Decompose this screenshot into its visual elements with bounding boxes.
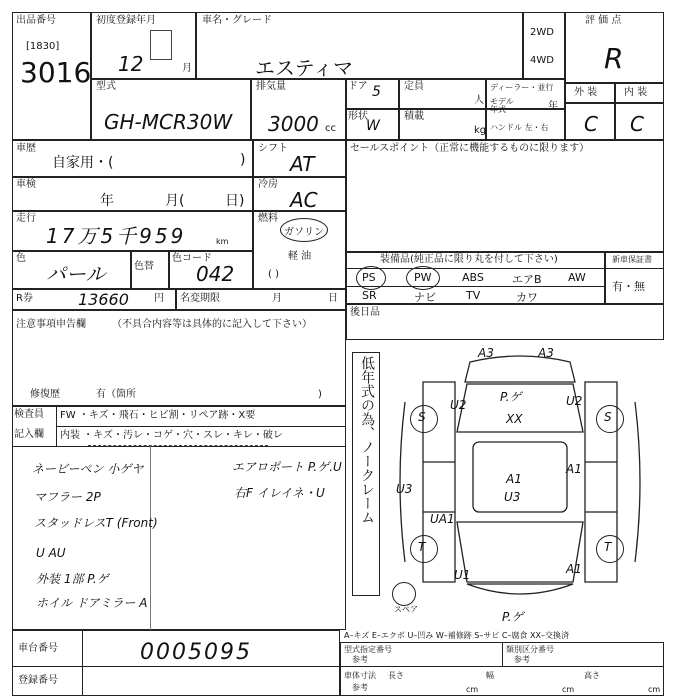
name-change-label: 名変期限 xyxy=(180,293,220,304)
cap-unit: 人 xyxy=(474,95,484,106)
mileage-unit: km xyxy=(216,237,229,246)
history-close: ) xyxy=(240,152,246,168)
color-change-label: 色替 xyxy=(134,261,154,272)
no-claim-text: 低年式の為、ノークレーム xyxy=(359,356,375,524)
note-5: 外装 1部 P.ゲ xyxy=(36,572,109,586)
name-label: 車名・グレード xyxy=(202,15,272,26)
mark-pg-bottom: P.ゲ xyxy=(502,610,524,624)
door-value: 5 xyxy=(372,84,381,100)
drive-2wd: 2WD xyxy=(530,27,554,38)
mark-t-left: T xyxy=(418,540,426,554)
name-change-month: 月 xyxy=(272,293,282,304)
ac-label: 冷房 xyxy=(258,179,278,190)
equip-abs: ABS xyxy=(462,271,484,284)
class-ref: 参考 xyxy=(514,655,530,664)
inspector-label-2: 記入欄 xyxy=(14,429,44,440)
sales-point-box xyxy=(346,140,664,252)
equip-leather: カワ xyxy=(516,291,538,304)
note-2: マフラー 2P xyxy=(34,490,101,504)
score-label: 評 価 点 xyxy=(585,15,622,26)
int-grade: C xyxy=(630,112,644,136)
fuel-paren: ( ) xyxy=(268,269,279,280)
equip-sr: SR xyxy=(362,289,377,302)
ps-circle xyxy=(356,266,386,290)
car-name: エスティマ xyxy=(255,56,353,80)
caution-note: （不具合内容等は具体的に記入して下さい） xyxy=(112,319,312,330)
year-unit: 年 xyxy=(548,101,558,112)
mark-a1-right: A1 xyxy=(566,462,582,476)
disp-value: 3000 xyxy=(268,112,319,136)
chassis-label: 車台番号 xyxy=(18,643,58,654)
color-code-label: 色コード xyxy=(172,253,212,264)
recycle-label: R券 xyxy=(16,293,33,304)
mark-a3-right: A3 xyxy=(538,346,554,360)
damage-legend: A–キズ E–エクボ U–凹み W–補修跡 S–サビ C–腐食 XX–交換済 xyxy=(344,631,570,640)
int-label: 内 装 xyxy=(624,87,648,98)
pw-circle xyxy=(406,266,440,290)
repair-close: ) xyxy=(318,389,322,400)
inspector-int-line: 内装 ・キズ・汚レ・コゲ・穴・スレ・キレ・破レ xyxy=(60,430,283,441)
spare-label: スペア xyxy=(394,605,418,614)
shift-label: シフト xyxy=(258,143,288,154)
new-warranty-label: 新車保証書 xyxy=(612,255,652,264)
ext-grade: C xyxy=(584,112,598,136)
color-code: 042 xyxy=(196,262,235,286)
mark-u2-left: U2 xyxy=(450,398,467,412)
mark-s-right: S xyxy=(604,410,612,424)
note-4: U AU xyxy=(36,546,66,560)
note-right-1: エアロポート P.ゲ.U xyxy=(232,460,342,474)
mark-u3-center: U3 xyxy=(504,490,521,504)
int-circles xyxy=(88,427,268,446)
equipment-label: 装備品(純正品に限り丸を付して下さい) xyxy=(380,254,558,265)
recycle-unit: 円 xyxy=(154,293,164,304)
mileage-value: 17万5千959 xyxy=(46,224,187,248)
mark-t-right: T xyxy=(604,540,612,554)
plate-label: 登録番号 xyxy=(18,675,58,686)
handle-label: ハンドル 左・右 xyxy=(490,123,549,132)
width-unit: cm xyxy=(562,685,575,694)
width-label: 幅 xyxy=(486,671,494,680)
reg-year: 12 xyxy=(118,52,144,76)
repair-value: 有（箇所 xyxy=(96,389,136,400)
length-label: 長さ xyxy=(388,671,404,680)
equip-tv: TV xyxy=(466,289,481,302)
history-value: 自家用・( xyxy=(52,155,114,171)
equip-pw: PW xyxy=(414,271,432,284)
month-unit: 月 xyxy=(182,63,192,74)
mark-u3-left: U3 xyxy=(396,482,413,496)
equip-airbag: エアB xyxy=(512,273,542,286)
note-6: ホイル ドアミラー A xyxy=(36,596,148,610)
inspector-label-1: 検査員 xyxy=(14,409,44,420)
model-year-label: モデル 年式 xyxy=(490,97,514,114)
mark-ua1: UA1 xyxy=(430,512,455,526)
mark-pg-top: P.ゲ xyxy=(500,390,522,404)
fuel-diesel: 軽 油 xyxy=(288,251,312,262)
length-unit: cm xyxy=(466,685,479,694)
spare-wheel xyxy=(392,582,416,606)
height-unit: cm xyxy=(648,685,661,694)
sales-point-label: セールスポイント（正常に機能するものに限ります） xyxy=(350,143,590,154)
color-value: パール xyxy=(46,262,106,286)
warranty-value: 有・無 xyxy=(612,280,645,293)
fuel-label: 燃料 xyxy=(258,213,278,224)
repair-label: 修復歴 xyxy=(30,389,60,400)
model-label: 型式 xyxy=(96,81,116,92)
size-label: 車体寸法 xyxy=(344,671,376,680)
disp-label: 排気量 xyxy=(256,81,286,92)
note-3: スタッドレスT (Front) xyxy=(34,516,158,530)
shape-value: W xyxy=(366,118,380,134)
lot-number: 3016 xyxy=(20,56,92,89)
mark-a1-rear: A1 xyxy=(566,562,582,576)
note-right-2: 右F イレイネ・U xyxy=(234,486,325,500)
height-label: 高さ xyxy=(584,671,600,680)
model-cert-ref: 参考 xyxy=(352,655,368,664)
load-label: 積載 xyxy=(404,111,424,122)
shift-value: AT xyxy=(290,152,315,176)
inspection-label: 車検 xyxy=(16,179,36,190)
reg-label: 初度登録年月 xyxy=(96,15,156,26)
score-value: R xyxy=(604,42,624,75)
shape-label: 形状 xyxy=(348,111,368,122)
mileage-label: 走行 xyxy=(16,213,36,224)
drive-4wd: 4WD xyxy=(530,55,554,66)
size-ref: 参考 xyxy=(352,683,368,692)
cap-label: 定員 xyxy=(404,81,424,92)
door-label: ドア xyxy=(348,81,368,92)
lot-label: 出品番号 xyxy=(16,15,56,26)
load-unit: kg xyxy=(474,125,487,136)
note-1: ネービーペン 小ゲヤ xyxy=(32,462,144,476)
delivery-box xyxy=(346,304,664,340)
ext-label: 外 装 xyxy=(574,87,598,98)
inspection-year: 年 xyxy=(100,193,114,209)
reg-scribble xyxy=(150,30,172,60)
model-value: GH-MCR30W xyxy=(104,110,233,134)
mark-s-left: S xyxy=(418,410,426,424)
mark-xx: XX xyxy=(506,412,523,426)
mark-u2-right: U2 xyxy=(566,394,583,408)
mark-a3-left: A3 xyxy=(478,346,494,360)
mark-u1: U1 xyxy=(454,568,471,582)
mark-a1-center: A1 xyxy=(506,472,522,486)
model-cert-label: 型式指定番号 xyxy=(344,645,392,654)
equip-ps: PS xyxy=(362,271,376,284)
equip-navi: ナビ xyxy=(414,291,436,304)
lot-small: [1830] xyxy=(26,41,60,52)
equip-aw: AW xyxy=(568,271,586,284)
fuel-gas: ガソリン xyxy=(284,227,324,238)
ac-value: AC xyxy=(290,188,318,212)
color-label: 色 xyxy=(16,253,26,264)
dealer-label: ディーラー・並行 xyxy=(490,83,554,92)
caution-label: 注意事項申告欄 xyxy=(16,319,86,330)
inspection-day: 日) xyxy=(225,193,245,209)
name-change-day: 日 xyxy=(328,293,338,304)
delivery-label: 後日品 xyxy=(350,307,380,318)
disp-unit: cc xyxy=(325,123,336,134)
class-label: 類別区分番号 xyxy=(506,645,554,654)
recycle-value: 13660 xyxy=(78,290,129,309)
fuel-gas-circle xyxy=(280,218,328,242)
chassis-value: 0005095 xyxy=(140,640,252,665)
inspector-fw-line: FW ・キズ・飛石・ヒビ割・リペア跡・X要 xyxy=(60,410,256,421)
history-label: 車歴 xyxy=(16,143,36,154)
inspection-month: 月( xyxy=(165,193,185,209)
